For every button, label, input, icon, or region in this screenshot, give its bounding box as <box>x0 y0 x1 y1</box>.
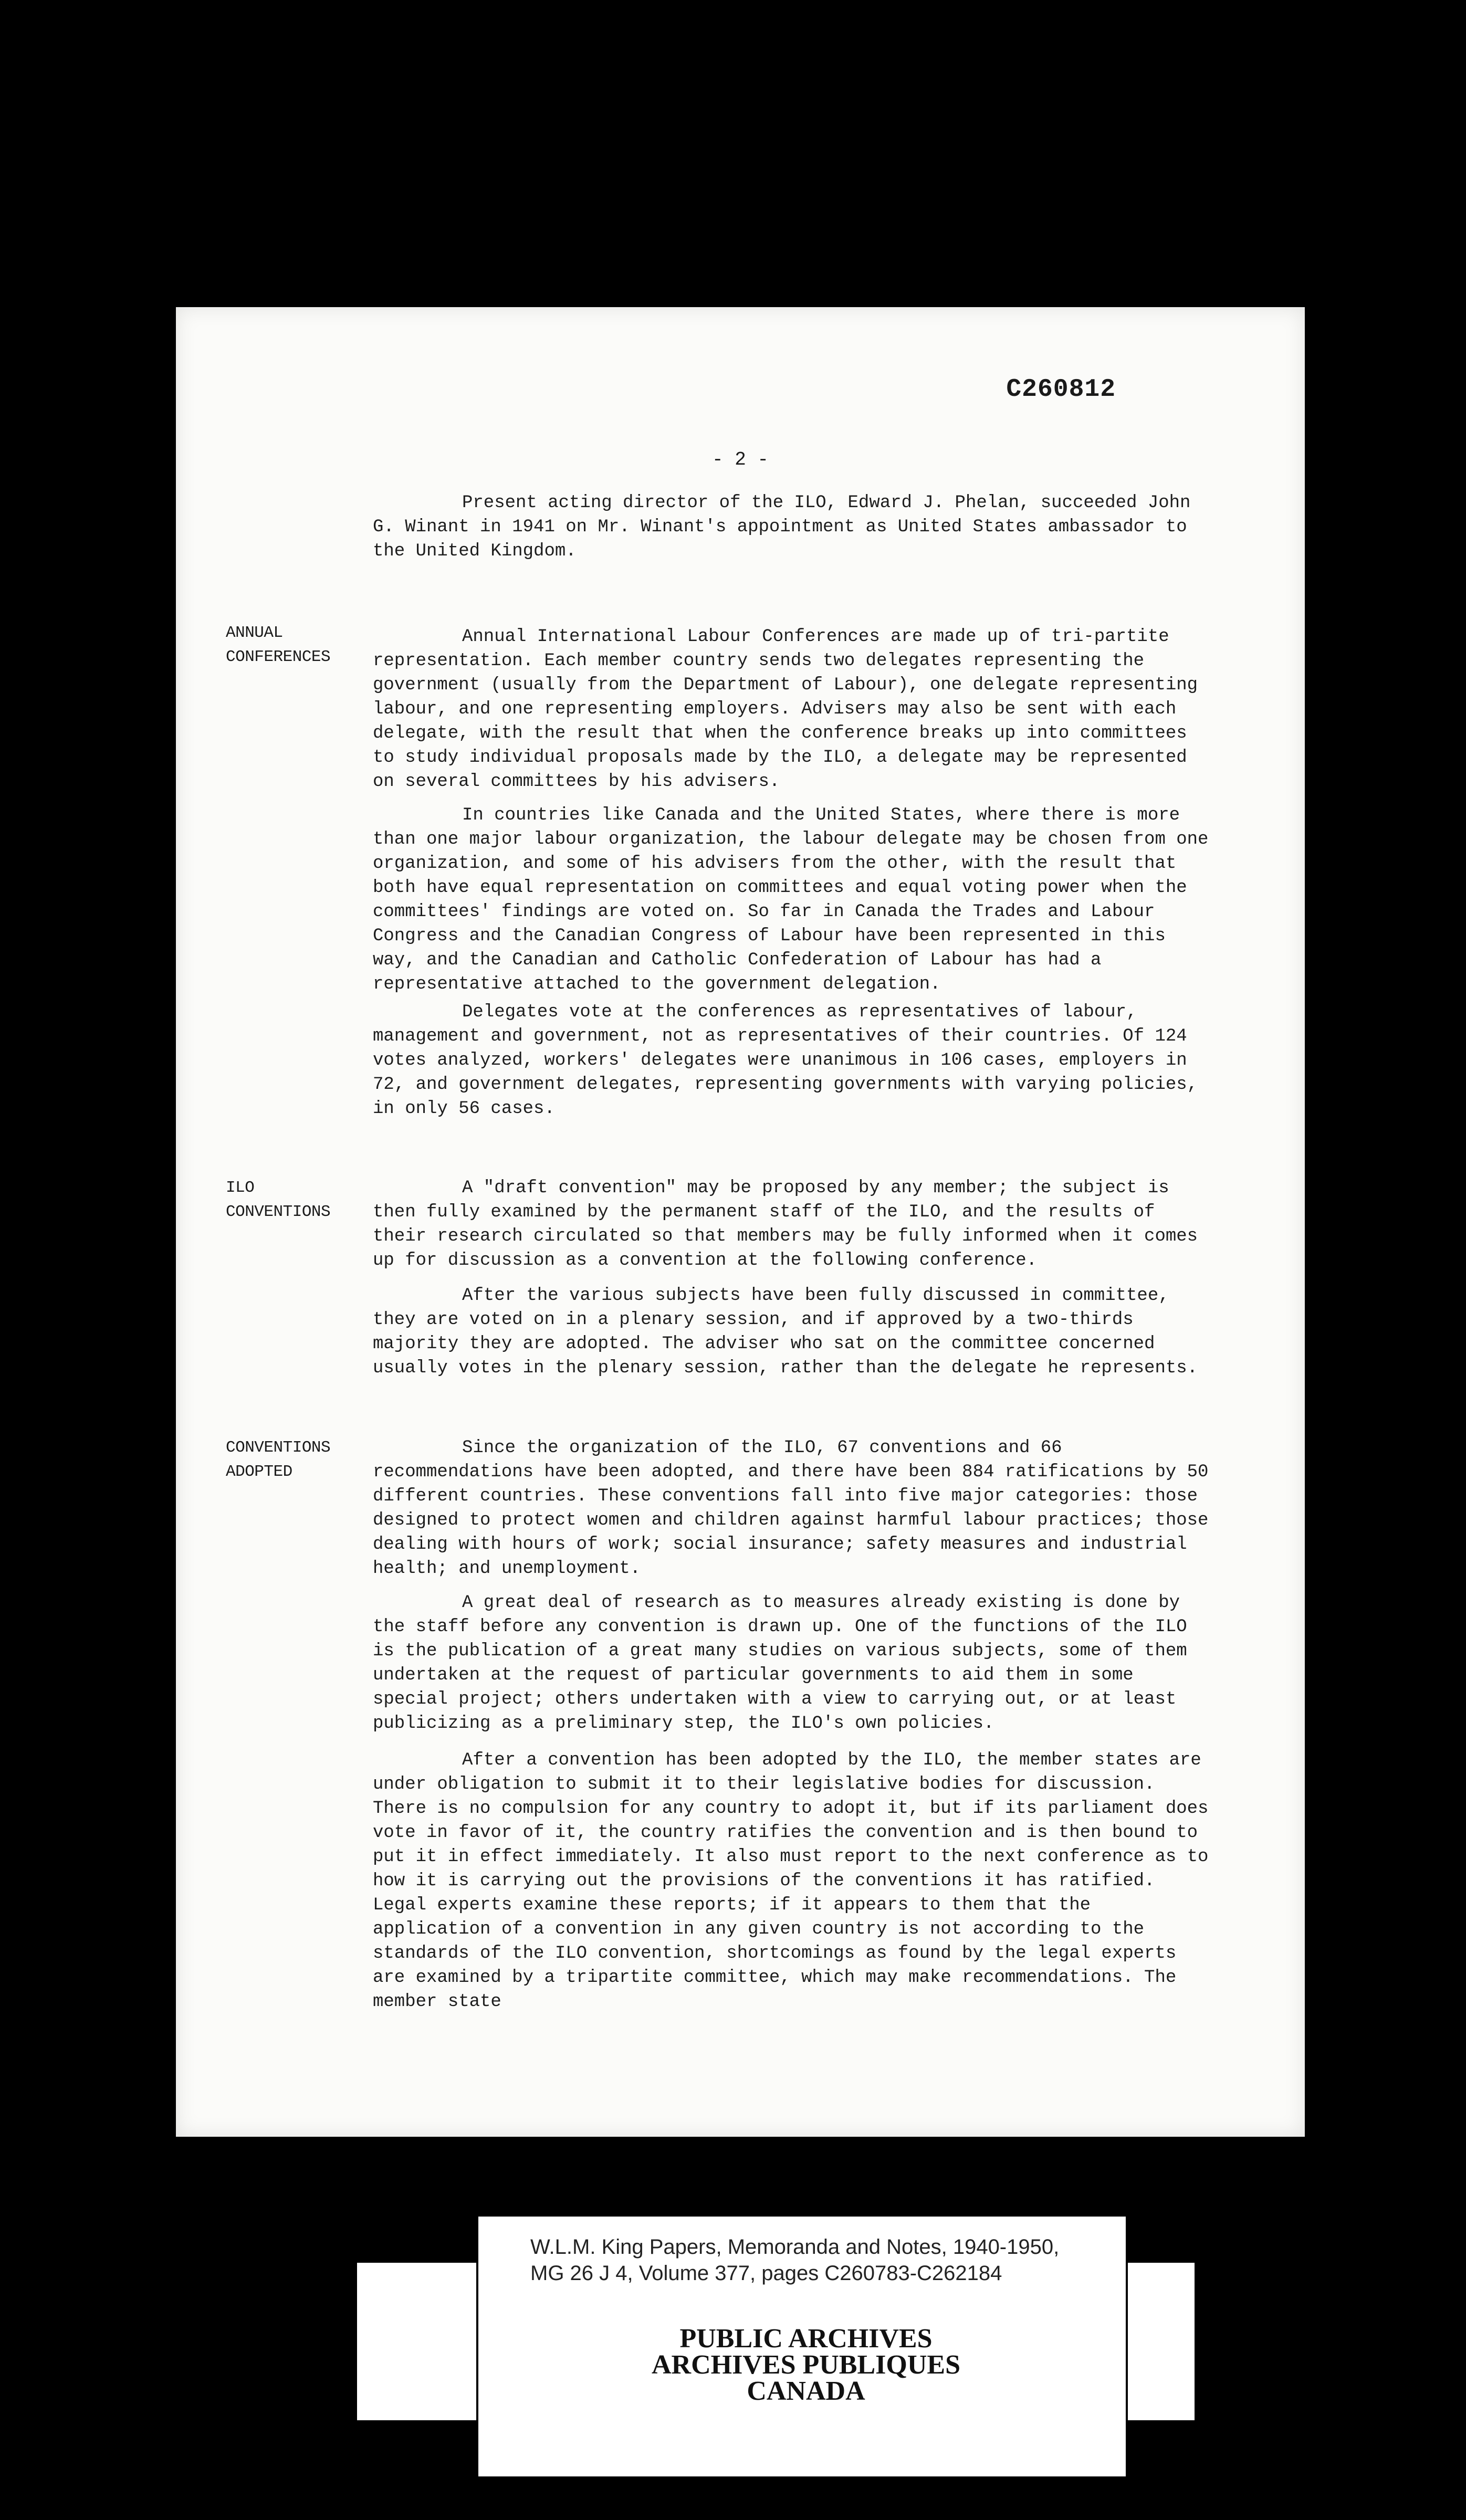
document-page <box>176 307 1305 2137</box>
side-heading-ilo-conventions: ILO CONVENTIONS <box>226 1179 331 1221</box>
credit-line-2: MG 26 J 4, Volume 377, pages C260783-C262184 <box>530 2262 1002 2285</box>
paragraph-annual-1: Annual International Labour Conferences are made up of tri-partite representation. Each member country sends two delegates representing the government (usually from the Department of Labour), one delegate representing labour, and one representing employers. Advisers may also be sent with each delegate, with the result that when the conference breaks up into committees to study individual proposals made by the ILO, a delegate may be represented on several committees by his advisers. <box>373 627 1198 792</box>
paragraph-annual-2: In countries like Canada and the United States, where there is more than one major labour organization, the labour delegate may be chosen from one organization, and some of his advisers from the other, with the result that both have equal representation on committees and equal voting power when the committees' findings are voted on. So far in Canada the Trades and Labour Congress and the Canadian Congress of Labour have been represented in this way, and the Canadian and Catholic Confederation of Labour has had a representative attached to the government delegation. <box>373 805 1209 994</box>
paragraph-adopted-1: Since the organization of the ILO, 67 conventions and 66 recommendations have been adopted, and there have been 884 ratifications by 50 different countries. These conventions fall into five major categories: those designed to protect women and children against harmful labour practices; those dealing with hours of work; social insurance; safety measures and industrial health; and unemployment. <box>373 1438 1209 1579</box>
archive-credit <box>530 2234 1108 2286</box>
archives-line-1: PUBLIC ARCHIVES <box>679 2324 933 2354</box>
side-heading-annual-conferences: ANNUAL CONFERENCES <box>226 624 331 666</box>
archives-stamp <box>525 2326 1087 2404</box>
archive-label-tab-right <box>1118 2263 1195 2420</box>
paragraph-conventions-1: A "draft convention" may be proposed by any member; the subject is then fully examined by the permanent staff of the ILO, and the results of their research circulated so that members may be fully informed when it comes up for discussion as a convention at the following conference. <box>373 1178 1198 1270</box>
credit-line-1: W.L.M. King Papers, Memoranda and Notes, 1940-1950, <box>530 2235 1060 2259</box>
paragraph-intro: Present acting director of the ILO, Edward J. Phelan, succeeded John G. Winant in 1941 on Mr. Winant's appointment as United States ambassador to the United Kingdom. <box>373 493 1191 561</box>
archives-line-2: ARCHIVES PUBLIQUES <box>651 2350 961 2380</box>
archives-line-3: CANADA <box>747 2376 865 2406</box>
page-number: - 2 - <box>711 449 769 470</box>
side-heading-conventions-adopted: CONVENTIONS ADOPTED <box>226 1438 331 1481</box>
paragraph-adopted-3: After a convention has been adopted by the ILO, the member states are under obligation to submit it to their legislative bodies for discussion. There is no compulsion for any country to adopt it, but if its parliament does vote in favor of it, the country ratifies the convention and is then bound to put it in effect immediately. It also must report to the next conference as to how it is carrying out the provisions of the conventions it has ratified. Legal experts examine these reports; if it appears to them that the application of a convention in any given country is not according to the standards of the ILO convention, shortcomings as found by the legal experts are examined by a tripartite committee, which may make recommendations. The member state <box>373 1750 1209 2012</box>
reference-number: C260812 <box>1006 375 1116 404</box>
paragraph-annual-3: Delegates vote at the conferences as representatives of labour, management and government, not as representatives of their countries. Of 124 votes analyzed, workers' delegates were unanimous in 106 cases, employers in 72, and government delegates, representing governments with varying policies, in only 56 cases. <box>373 1002 1198 1119</box>
paragraph-adopted-2: A great deal of research as to measures already existing is done by the staff before any convention is drawn up. One of the functions of the ILO is the publication of a great many studies on various subjects, some of them undertaken at the request of particular governments to aid them in some special project; others undertaken with a view to carrying out, or at least publicizing as a preliminary step, the ILO's own policies. <box>373 1593 1187 1734</box>
archive-label-tab-left <box>357 2263 478 2420</box>
paragraph-conventions-2: After the various subjects have been fully discussed in committee, they are voted on in a plenary session, and if approved by a two-thirds majority they are adopted. The adviser who sat on the committee concerned usually votes in the plenary session, rather than the delegate he represents. <box>373 1286 1198 1378</box>
